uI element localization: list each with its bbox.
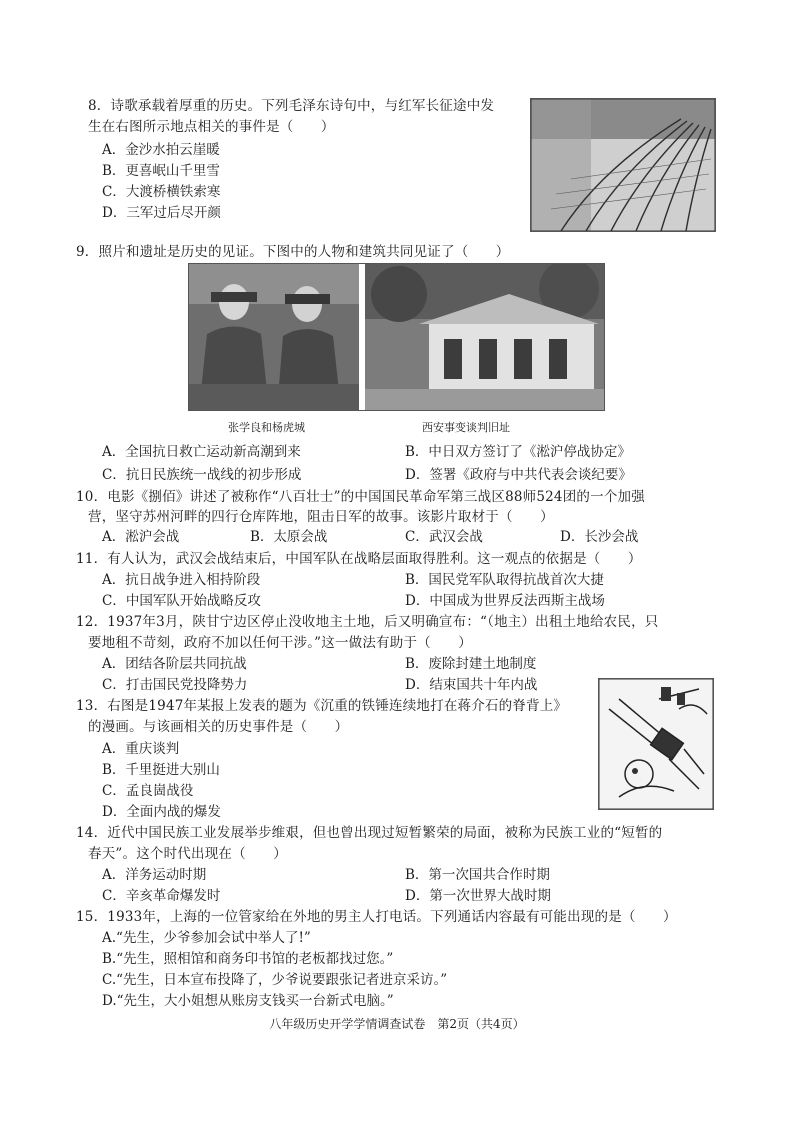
q13-option-d: D．全面内战的爆发	[102, 804, 221, 820]
q13-cartoon	[598, 678, 714, 810]
q11-option-a: A．抗日战争进入相持阶段	[102, 572, 261, 588]
q15-option-c: C.“先生，日本宣布投降了，少爷说要跟张记者进京采访。”	[102, 972, 448, 988]
q15-stem: 15．1933年，上海的一位管家给在外地的男主人打电话。下列通话内容最有可能出现的是（ ）	[76, 909, 677, 925]
q12-stem-line2: 要地租不苛刻，政府不加以任何干涉。”这一做法有助于（ ）	[88, 635, 472, 651]
q11-option-d: D．中国成为世界反法西斯主战场	[405, 593, 605, 609]
q9-option-d: D．签署《政府与中共代表会谈纪要》	[405, 467, 632, 483]
q14-option-c: C．辛亥革命爆发时	[102, 888, 221, 904]
q12-option-c: C．打击国民党投降势力	[102, 677, 248, 693]
q10-option-d: D．长沙会战	[560, 529, 639, 545]
q11-option-c: C．中国军队开始战略反攻	[102, 593, 261, 609]
q15-option-d: D.“先生，大小姐想从账房支钱买一台新式电脑。”	[102, 993, 394, 1009]
q14-stem-line1: 14．近代中国民族工业发展举步维艰，但也曾出现过短暂繁荣的局面，被称为民族工业的“短暂的	[76, 825, 663, 841]
q13-stem-line2: 的漫画。与该画相关的历史事件是（ ）	[88, 719, 349, 735]
q8-stem-line2: 生在右图所示地点相关的事件是（ ）	[88, 119, 335, 135]
q9-option-b: B．中日双方签订了《淞沪停战协定》	[405, 444, 631, 460]
q9-photo-composite	[188, 263, 605, 411]
q11-stem: 11．有人认为，武汉会战结束后，中国军队在战略层面取得胜利。这一观点的依据是（ ）	[76, 551, 642, 567]
q13-option-a: A．重庆谈判	[102, 741, 180, 757]
q9-caption-left: 张学良和杨虎城	[228, 421, 305, 434]
q14-stem-line2: 春天”。这个时代出现在（ ）	[88, 846, 287, 862]
q10-option-b: B．太原会战	[250, 529, 328, 545]
q10-option-a: A．淞沪会战	[102, 529, 180, 545]
q9-stem: 9．照片和遗址是历史的见证。下图中的人物和建筑共同见证了（ ）	[76, 244, 510, 260]
page-footer: 八年级历史开学学情调查试卷 第2页（共4页）	[269, 1017, 525, 1031]
q8-option-a: A．金沙水拍云崖暖	[102, 142, 220, 158]
q8-stem-line1: 8．诗歌承载着厚重的历史。下列毛泽东诗句中，与红军长征途中发	[88, 98, 495, 114]
q12-option-a: A．团结各阶层共同抗战	[102, 656, 247, 672]
q8-option-c: C．大渡桥横铁索寒	[102, 184, 221, 200]
q14-option-a: A．洋务运动时期	[102, 867, 207, 883]
q15-option-b: B.“先生，照相馆和商务印书馆的老板都找过您。”	[102, 951, 394, 967]
q9-option-a: A．全国抗日救亡运动新高潮到来	[102, 444, 301, 460]
q14-option-d: D．第一次世界大战时期	[405, 888, 551, 904]
q9-option-c: C．抗日民族统一战线的初步形成	[102, 467, 302, 483]
q10-option-c: C．武汉会战	[405, 529, 483, 545]
q11-option-b: B．国民党军队取得抗战首次大捷	[405, 572, 604, 588]
q8-option-b: B．更喜岷山千里雪	[102, 163, 220, 179]
q10-stem-line2: 营，坚守苏州河畔的四行仓库阵地，阻击日军的故事。该影片取材于（ ）	[88, 509, 554, 525]
q14-option-b: B．第一次国共合作时期	[405, 867, 550, 883]
q13-option-b: B．千里挺进大别山	[102, 762, 220, 778]
q13-stem-line1: 13．右图是1947年某报上发表的题为《沉重的铁锤连续地打在蒋介石的脊背上》	[76, 698, 568, 714]
q10-stem-line1: 10．电影《捌佰》讲述了被称作“八百壮士”的中国国民革命军第三战区88师524团的一个加强	[76, 489, 645, 505]
chain-bridge-photo	[530, 98, 716, 232]
q9-caption-right: 西安事变谈判旧址	[422, 421, 510, 434]
q12-option-d: D．结束国共十年内战	[405, 677, 538, 693]
q15-option-a: A.“先生，少爷参加会试中举人了!”	[102, 930, 311, 946]
q12-option-b: B．废除封建土地制度	[405, 656, 537, 672]
q13-option-c: C．孟良崮战役	[102, 783, 194, 799]
q12-stem-line1: 12．1937年3月，陕甘宁边区停止没收地主土地，后又明确宣布：“（地主）出租土地给农民，只	[76, 614, 659, 630]
q8-option-d: D．三军过后尽开颜	[102, 205, 221, 221]
